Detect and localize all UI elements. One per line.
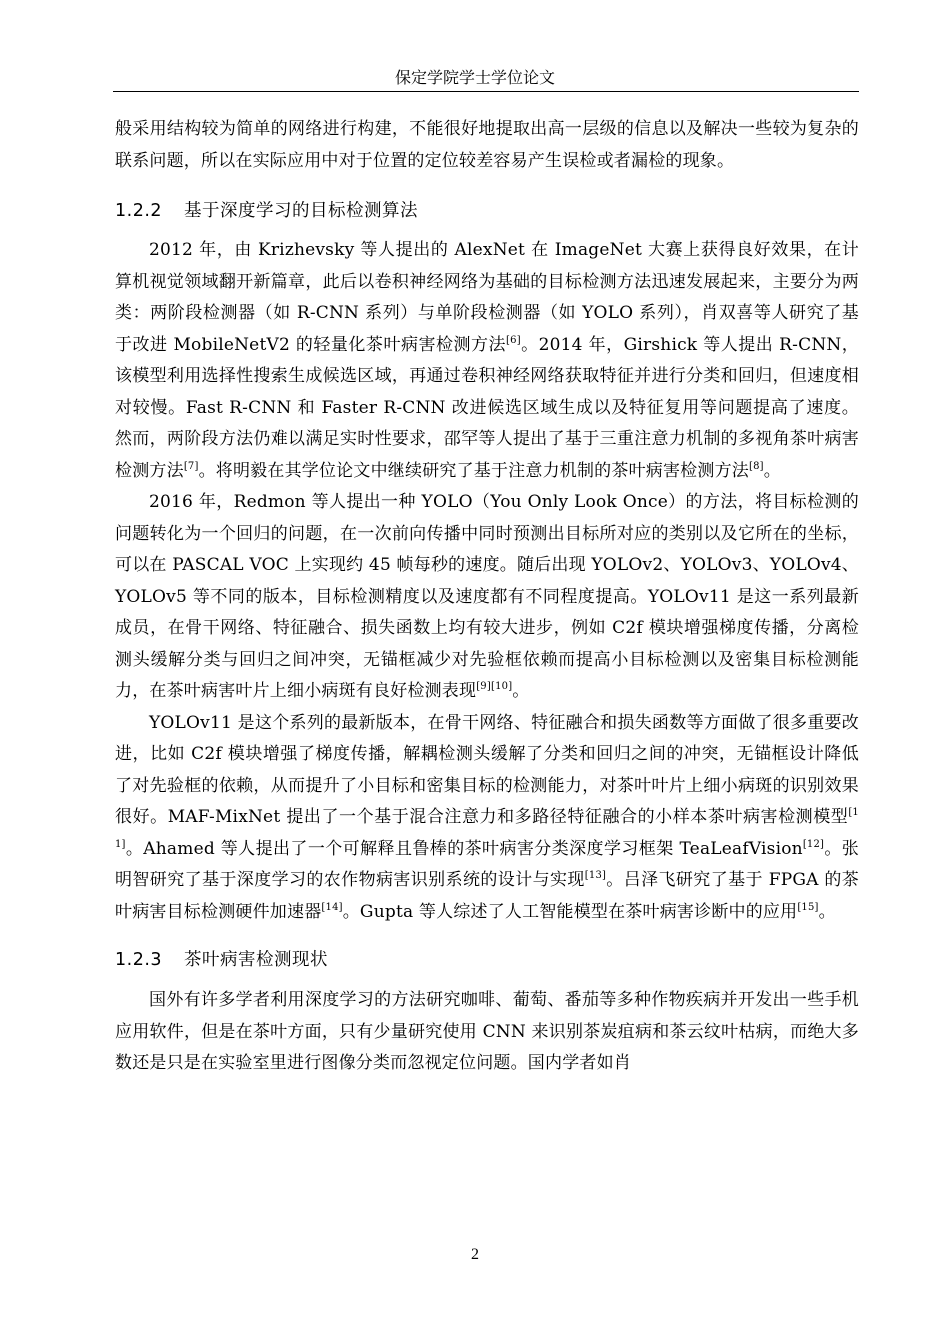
section-title: 茶叶病害检测现状 [184,950,329,970]
citation-marker: [6] [506,334,521,346]
section-title: 基于深度学习的目标检测算法 [184,201,419,221]
section-number: 1.2.3 [115,950,163,970]
page-number: 2 [471,1246,479,1263]
header-rule [113,91,859,92]
page-body [115,114,859,1080]
paragraph-tea-status [115,985,859,1080]
section-number: 1.2.2 [115,201,163,221]
paragraph-yolov11 [115,708,859,929]
text-run: 2016 年，Redmon 等人提出一种 YOLO（You Only Look Once）的方法，将目标检测的问题转化为一个回归的问题，在一次前向传播中同时预测出目标所对应的类别以及它所在的坐标，可以在 PASCAL VOC 上实现约 45 帧每秒的速度。随后出现 YOLOv2、YOLOv3、YOLOv4、YOLOv5 等不同的版本，目标检测精度以及速度都有不同程度提高。YOLOv11 是这一系列最新成员，在骨干网络、特征融合、损失函数上均有较大进步，例如 C2f 模块增强梯度传播，分离检测头缓解分类与回归之间冲突，无锚框减少对先验框依赖而提高小目标检测以及密集目标检测能力，在茶叶病害叶片上细小病斑有良好检测表现 [115,492,859,701]
citation-marker: [8] [748,460,764,472]
text-run: 。张明智研究了基于深度学习的农作物病害识别系统的设计与实现 [115,838,859,890]
text-run: YOLOv11 是这个系列的最新版本，在骨干网络、特征融合和损失函数等方面做了很多重要改进，比如 C2f 模块增强了梯度传播，解耦检测头缓解了分类和回归之间的冲突，无锚框设计降低了对先验框的依赖，从而提升了小目标和密集目标的检测能力，对茶叶叶片上细小病斑的识别效果很好。MAF-MixNet 提出了一个基于混合注意力和多路径特征融合的小样本茶叶病害检测模型 [115,712,859,827]
text-run: 。将明毅在其学位论文中继续研究了基于注意力机制的茶叶病害检测方法 [198,460,749,481]
paragraph-yolo [115,487,859,708]
running-header: 保定学院学士学位论文 [394,68,555,87]
text-run: 。Ahamed 等人提出了一个可解释且鲁棒的茶叶病害分类深度学习框架 TeaLeafVision [125,838,803,859]
text-run: 。 [512,681,530,701]
citation-marker: [15] [797,901,819,913]
text-run: 。 [818,901,836,922]
section-heading-1-2-2 [115,196,859,227]
citation-marker: [12] [802,838,825,850]
text-run: 2012 年，由 Krizhevsky 等人提出的 AlexNet 在 ImageNet 大赛上获得良好效果，在计算机视觉领域翻开新篇章，此后以卷积神经网络为基础的目标检测方法迅速发展起来，主要分为两类：两阶段检测器（如 R-CNN 系列）与单阶段检测器（如 YOLO 系列），肖双喜等人研究了基于改进 MobileNetV2 的轻量化茶叶病害检测方法 [115,240,859,355]
citation-marker: [13] [584,870,607,881]
text-run: 。吕泽飞研究了基于 FPGA 的茶叶病害目标检测硬件加速器 [115,870,859,922]
section-heading-1-2-3 [115,945,859,976]
citation-marker: [11] [115,807,859,850]
text-run: 。2014 年，Girshick 等人提出 R-CNN，该模型利用选择性搜索生成候选区域，再通过卷积神经网络获取特征并进行分类和回归，但速度相对较慢。Fast R-CNN 和 Faster R-CNN 改进候选区域生成以及特征复用等问题提高了速度。然而，两阶段方法仍难以满足实时性要求，邵罕等人提出了基于三重注意力机制的多视角茶叶病害检测方法 [115,334,859,481]
citation-marker: [7] [183,460,199,472]
text-run: 国外有许多学者利用深度学习的方法研究咖啡、葡萄、番茄等多种作物疾病并开发出一些手机应用软件，但是在茶叶方面，只有少量研究使用 CNN 来识别茶炭疽病和茶云纹叶枯病，而绝大多数还是只是在实验室里进行图像分类而忽视定位问题。国内学者如肖 [115,990,859,1073]
paragraph-alexnet [115,235,859,487]
text-run: 般采用结构较为简单的网络进行构建，不能很好地提取出高一层级的信息以及解决一些较为复杂的联系问题，所以在实际应用中对于位置的定位较差容易产生误检或者漏检的现象。 [115,119,859,171]
text-run: 。Gupta 等人综述了人工智能模型在茶叶病害诊断中的应用 [342,901,798,922]
citation-marker: [9][10] [476,681,513,692]
text-run: 。 [763,460,781,481]
paragraph-intro [115,114,859,177]
citation-marker: [14] [321,901,343,913]
